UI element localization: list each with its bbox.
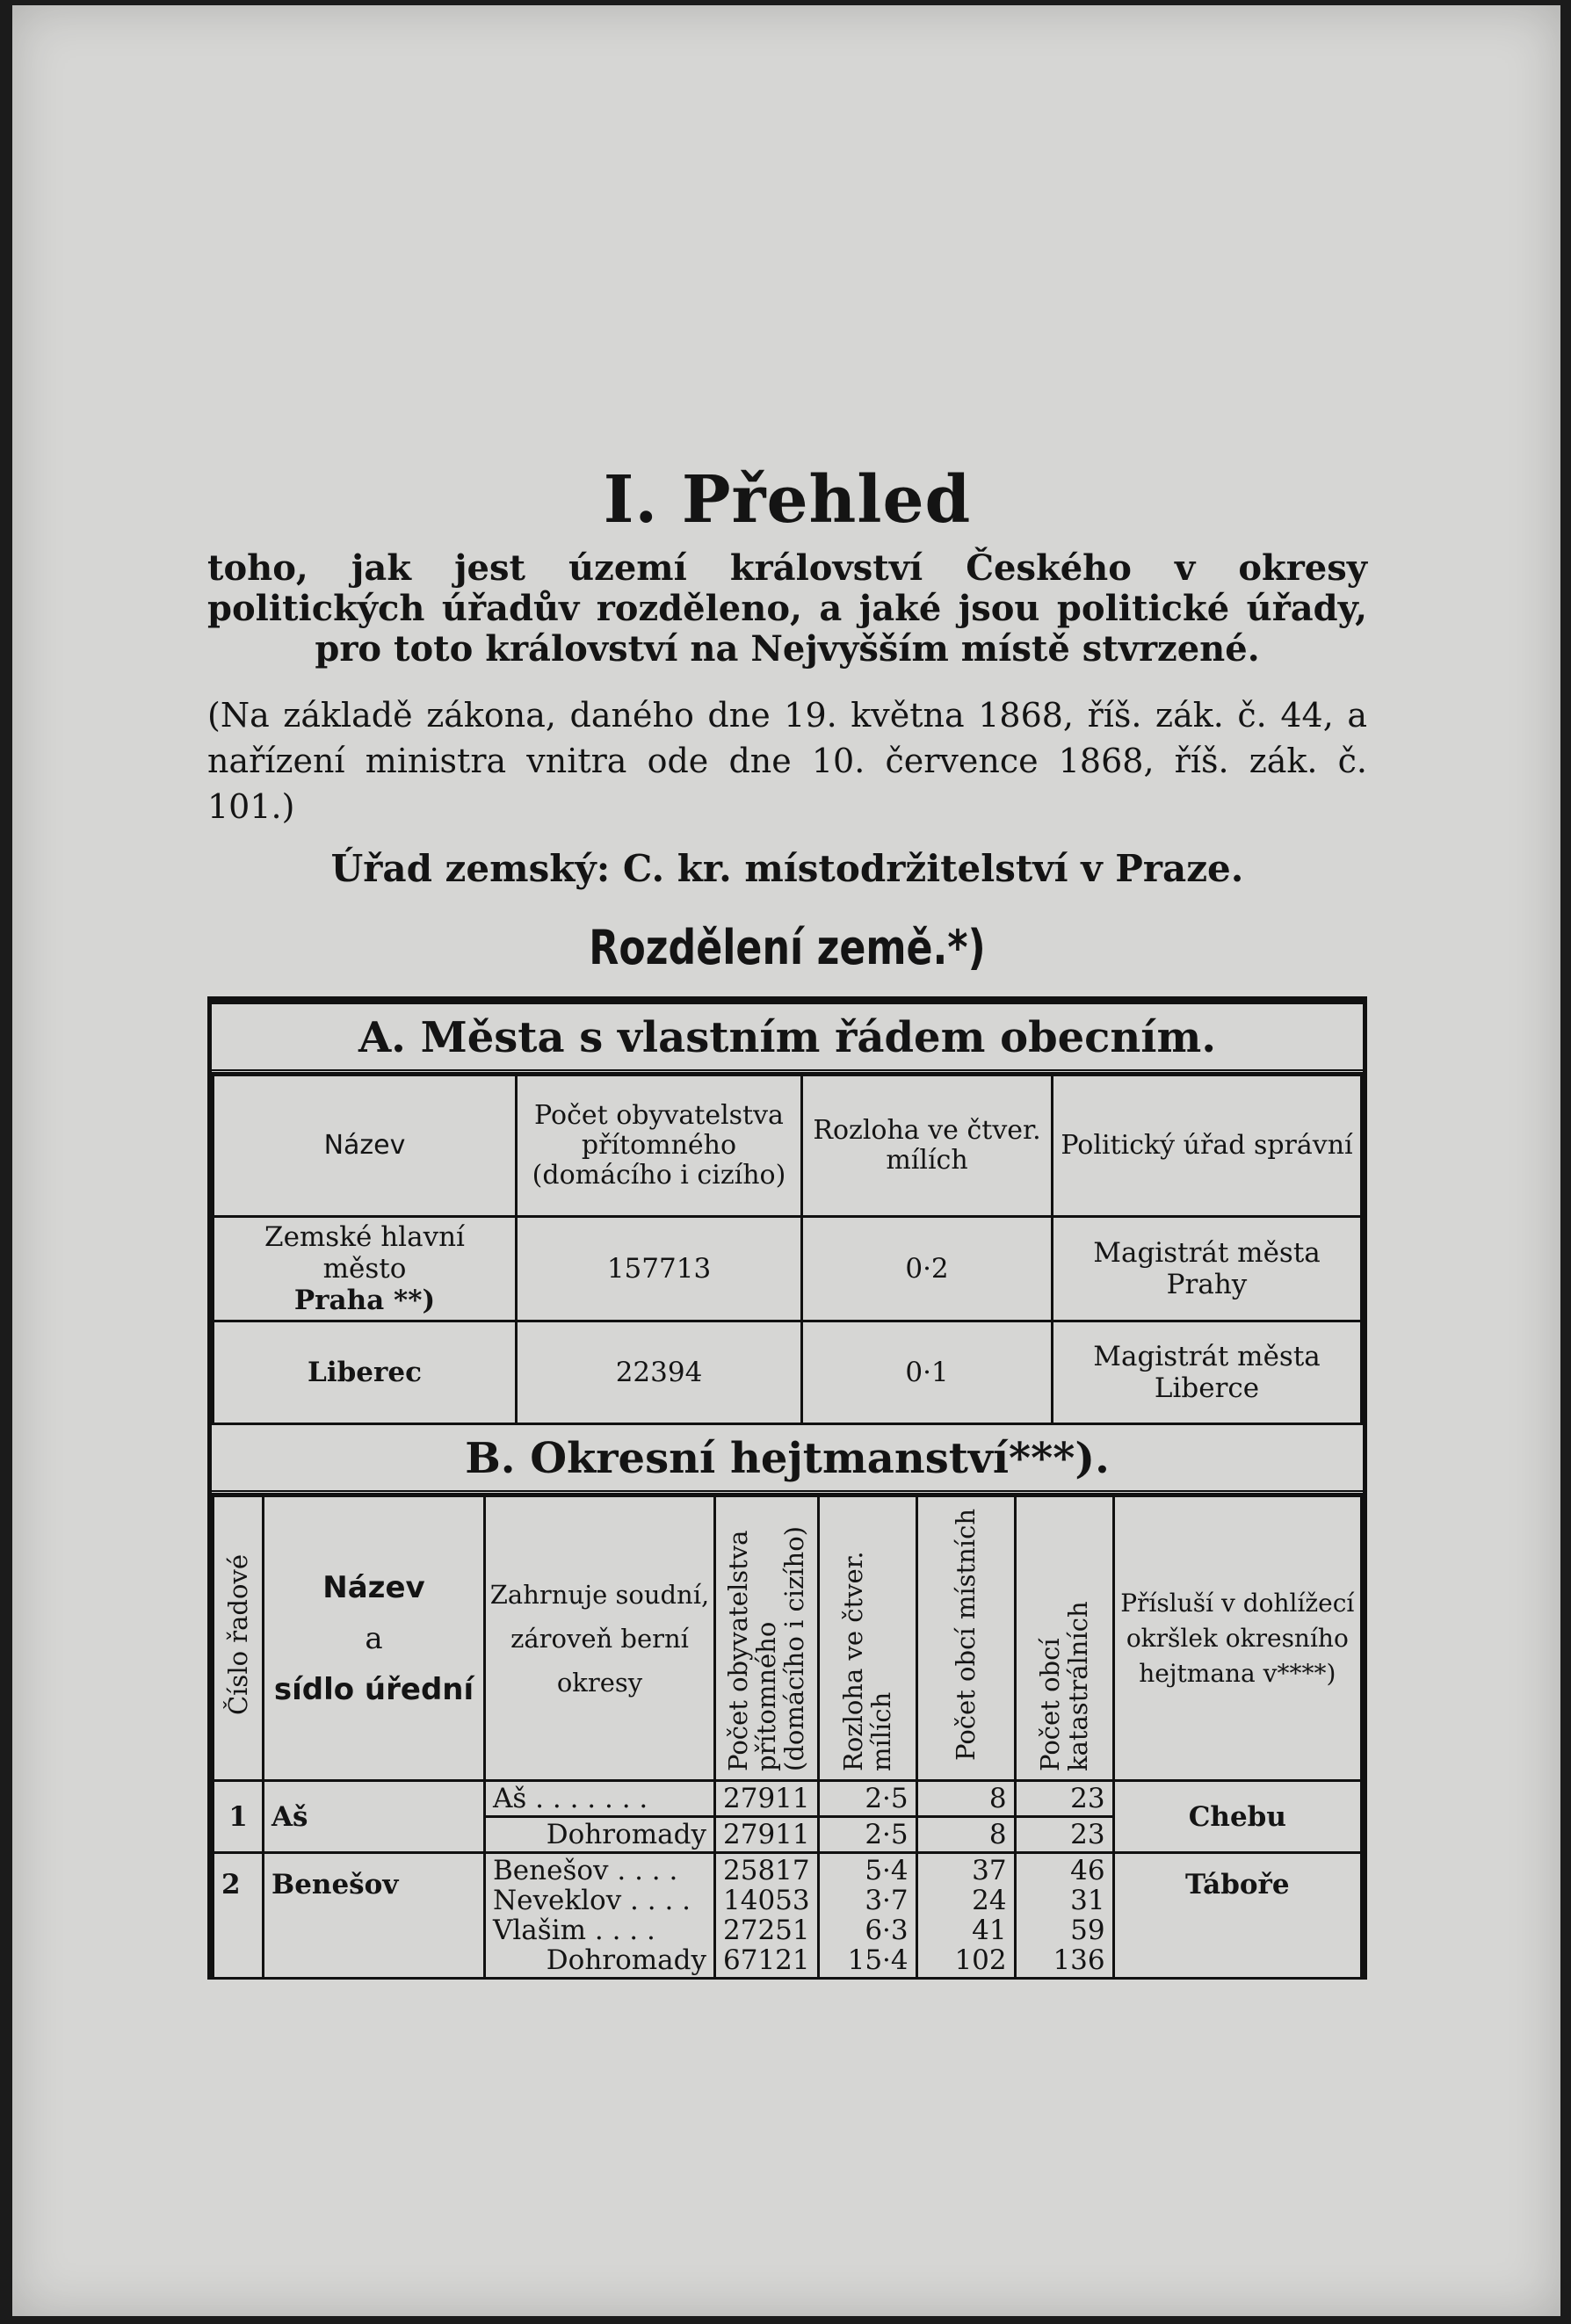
col-header-supervision: Přísluší v dohlížecí okršlek okresního hejtmana v****) — [1113, 1496, 1361, 1781]
city-area: 0·1 — [802, 1321, 1053, 1424]
area-value: 2·5 — [818, 1781, 916, 1817]
total-population: 27911 — [715, 1817, 819, 1853]
district-name: Benešov — [264, 1853, 485, 1979]
section-b-title: B. Okresní hejtmanství***). — [212, 1425, 1363, 1495]
city-office: Magistrát města Prahy — [1053, 1217, 1362, 1321]
col-header-number: Číslo řadové — [214, 1496, 264, 1781]
page-title: I. Přehled — [603, 462, 972, 538]
section-b-table — [212, 1495, 1363, 1980]
col-header-includes: Zahrnuje soudní, zároveň berní okresy — [485, 1496, 715, 1781]
total-cadastral-communities: 23 — [1015, 1817, 1113, 1853]
city-name: Zemské hlavní město Praha **) — [214, 1217, 517, 1321]
district-name: Aš — [264, 1781, 485, 1853]
population-values: 25817 14053 27251 67121 — [715, 1853, 819, 1979]
city-name: Liberec — [214, 1321, 517, 1424]
table-row — [214, 1217, 1362, 1321]
city-population: 157713 — [517, 1217, 802, 1321]
city-area: 0·2 — [802, 1217, 1053, 1321]
cadastral-communities-value: 23 — [1015, 1781, 1113, 1817]
col-header-area: Rozloha ve čtver. mílích — [802, 1075, 1053, 1217]
col-header-name: Název — [214, 1075, 517, 1217]
col-header-population: Počet obyvatelstva přítomného (domácího i cizího) — [715, 1496, 819, 1781]
total-local-communities: 8 — [916, 1817, 1015, 1853]
district-number: 2 — [214, 1853, 264, 1979]
table-row — [214, 1853, 1362, 1979]
section-a-title: A. Města s vlastním řádem obecním. — [212, 1004, 1363, 1074]
section-b-header-row — [214, 1496, 1362, 1781]
local-communities-value: 8 — [916, 1781, 1015, 1817]
cadastral-communities-values: 46 31 59 136 — [1015, 1853, 1113, 1979]
section-a-header-row — [214, 1075, 1362, 1217]
col-header-district-name: Název a sídlo úřední — [264, 1496, 485, 1781]
district-number: 1 — [214, 1781, 264, 1853]
supervision-value: Táboře — [1113, 1853, 1361, 1979]
court-districts: Benešov . . . . Neveklov . . . . Vlašim . . . . Dohromady — [485, 1853, 715, 1979]
division-heading: Rozdělení země.*) — [589, 920, 986, 975]
page-subtitle: toho, jak jest území království Českého v okresy politických úřadův rozděleno, a jaké jsou politické úřady, pro toto království na Nejvyšším místě stvrzené. — [207, 547, 1367, 670]
total-area: 2·5 — [818, 1817, 916, 1853]
document-page — [12, 5, 1560, 2316]
document-content — [207, 462, 1367, 1980]
table-row — [214, 1321, 1362, 1424]
col-header-local-communities: Počet obcí místních — [916, 1496, 1015, 1781]
city-office: Magistrát města Liberce — [1053, 1321, 1362, 1424]
supervision-value: Chebu — [1113, 1781, 1361, 1853]
col-header-population: Počet obyvatelstva přítomného (domácího i cizího) — [517, 1075, 802, 1217]
area-values: 5·4 3·7 6·3 15·4 — [818, 1853, 916, 1979]
population-value: 27911 — [715, 1781, 819, 1817]
local-communities-values: 37 24 41 102 — [916, 1853, 1015, 1979]
section-a-table — [212, 1074, 1363, 1425]
table-frame — [207, 996, 1367, 1980]
city-population: 22394 — [517, 1321, 802, 1424]
table-row — [214, 1781, 1362, 1817]
total-label: Dohromady — [485, 1817, 715, 1853]
col-header-office: Politický úřad správní — [1053, 1075, 1362, 1217]
legal-note: (Na základě zákona, daného dne 19. května 1868, říš. zák. č. 44, a nařízení ministra vnitra ode dne 10. července 1868, říš. zák. č. 101.) — [207, 696, 1367, 826]
col-header-cadastral-communities: Počet obcí katastrálních — [1015, 1496, 1113, 1781]
court-district: Aš . . . . . . . — [485, 1781, 715, 1817]
office-line: Úřad zemský: C. kr. místodržitelství v Praze. — [330, 847, 1244, 890]
col-header-area: Rozloha ve čtver. mílích — [818, 1496, 916, 1781]
